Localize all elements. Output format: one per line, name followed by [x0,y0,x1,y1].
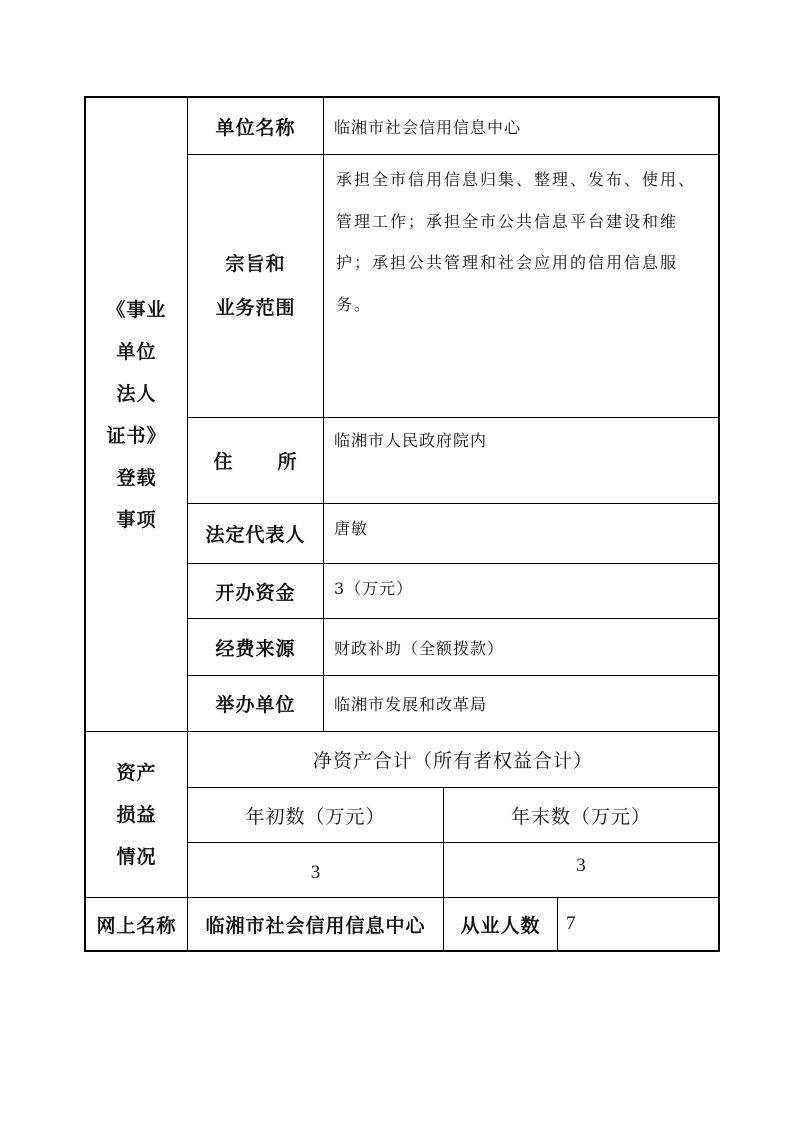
unit-name-value: 临湘市社会信用信息中心 [334,117,522,137]
end-of-year-value: 3 [576,855,586,876]
funding-value: 财政补助（全额拨款） [334,638,505,658]
table-border-bottom [84,950,720,952]
assets-section-line: 损益 [116,803,157,826]
purpose-label-line: 业务范围 [215,297,296,319]
net-assets-header: 净资产合计（所有者权益合计） [312,750,593,772]
capital-label: 开办资金 [215,581,296,604]
residence-label-char: 住 [213,451,234,473]
legal-rep-value: 唐敏 [334,519,369,538]
residence-value: 临湘市人民政府院内 [334,431,488,450]
sponsor-label: 举办单位 [215,694,296,716]
legal-rep-label: 法定代表人 [205,524,306,546]
purpose-label [188,155,323,417]
table-border-right [718,96,720,952]
staff-count-label: 从业人数 [460,914,541,937]
purpose-line: 护；承担公共管理和社会应用的信用信息服 [336,253,679,272]
residence-label [188,418,323,503]
unit-name-label: 单位名称 [215,116,296,139]
assets-section-label [86,732,187,897]
end-of-year-label: 年末数（万元） [510,805,651,828]
residence-label-char: 所 [277,451,298,473]
section-line: 《事业 [106,298,167,321]
registration-section-label [86,98,187,731]
assets-section-line: 情况 [116,845,157,868]
section-line: 事项 [116,508,157,531]
section-line: 登载 [116,466,157,489]
purpose-line: 务。 [336,294,373,314]
section-line: 证书》 [106,424,167,447]
sponsor-value: 临湘市发展和改革局 [334,695,488,714]
begin-of-year-value: 3 [310,862,321,883]
section-line: 单位 [116,340,157,363]
purpose-line: 管理工作；承担全市公共信息平台建设和维 [336,211,679,231]
purpose-value [324,155,718,417]
capital-value: 3（万元） [334,579,414,598]
purpose-line: 承担全市信用信息归集、整理、发布、使用、 [336,170,697,189]
staff-count-value: 7 [566,913,576,934]
funding-label: 经费来源 [215,637,296,660]
assets-section-line: 资产 [116,761,157,784]
online-name-value: 临湘市社会信用信息中心 [205,914,426,937]
section-line: 法人 [116,382,157,405]
purpose-label-line: 宗旨和 [225,253,286,275]
online-name-label: 网上名称 [96,914,177,937]
begin-of-year-label: 年初数（万元） [245,805,386,828]
